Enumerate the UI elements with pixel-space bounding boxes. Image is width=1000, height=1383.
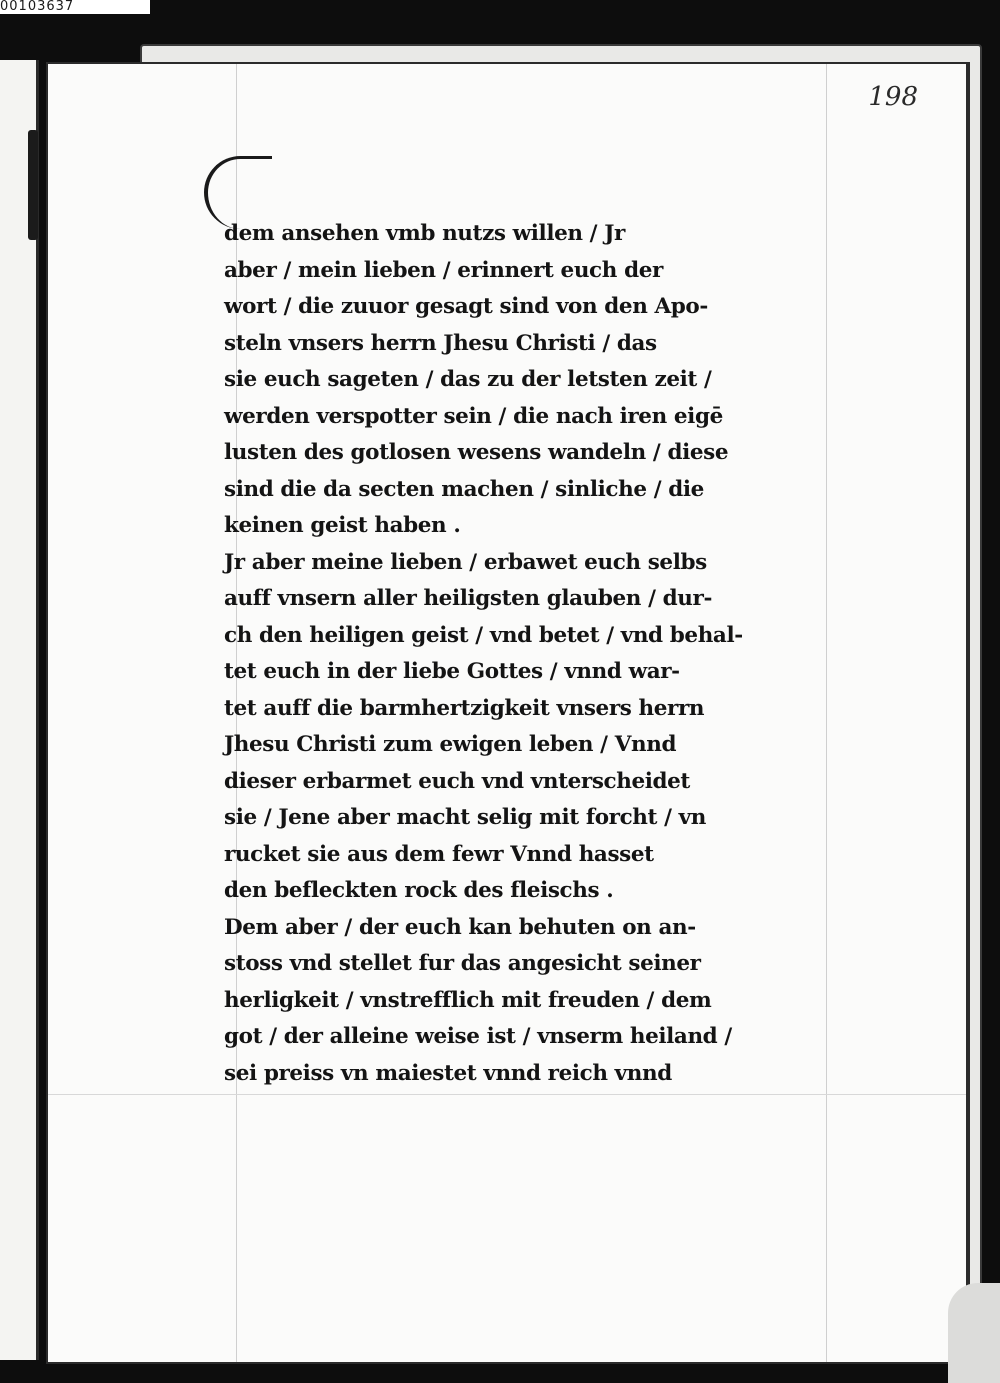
holder-thumb <box>948 1283 1000 1383</box>
manuscript-page <box>46 62 970 1364</box>
text-line: stoss vnd stellet fur das angesicht seiner <box>224 951 701 976</box>
text-line: dieser erbarmet euch vnd vnterscheidet <box>224 768 690 794</box>
text-line: steln vnsers herrn Jhesu Christi / das <box>224 330 657 356</box>
text-line: sei preiss vn maiestet vnnd reich vnnd <box>224 1060 672 1086</box>
text-line: auff vnsern aller heiligsten glauben / dur- <box>224 586 712 611</box>
text-line: werden verspotter sein / die nach iren eigē <box>224 403 723 429</box>
left-page-edge <box>0 60 39 1360</box>
text-line: den befleckten rock des fleischs . <box>224 878 614 903</box>
text-line: sie euch sageten / das zu der letsten zeit / <box>224 367 712 392</box>
binding-spine <box>28 130 38 240</box>
text-line: aber / mein lieben / erinnert euch der <box>224 257 663 283</box>
folio-number: 198 <box>868 82 918 112</box>
margin-rule-bottom <box>48 1094 966 1095</box>
text-line: keinen geist haben . <box>224 513 461 538</box>
archive-stamp: 00103637 <box>0 0 150 14</box>
text-line: Dem aber / der euch kan behuten on an- <box>224 914 696 940</box>
text-line: herligkeit / vnstrefflich mit freuden / dem <box>224 987 712 1013</box>
text-line: wort / die zuuor gesagt sind von den Apo- <box>224 294 708 319</box>
text-line: rucket sie aus dem fewr Vnnd hasset <box>224 841 654 867</box>
text-line: lusten des gotlosen wesens wandeln / diese <box>224 440 729 465</box>
text-line: sie / Jene aber macht selig mit forcht / vn <box>224 805 706 830</box>
manuscript-text <box>224 216 826 1092</box>
text-line: sind die da secten machen / sinliche / die <box>224 476 704 502</box>
text-line: dem ansehen vmb nutzs willen / Jr <box>224 221 625 246</box>
text-line: got / der alleine weise ist / vnserm heiland / <box>224 1024 732 1049</box>
text-line: Jr aber meine lieben / erbawet euch selbs <box>224 549 707 575</box>
margin-rule-right <box>826 64 827 1362</box>
text-line: tet auff die barmhertzigkeit vnsers herrn <box>224 695 705 721</box>
text-line: tet euch in der liebe Gottes / vnnd war- <box>224 659 680 684</box>
text-line: Jhesu Christi zum ewigen leben / Vnnd <box>224 732 677 757</box>
text-line: ch den heiligen geist / vnd betet / vnd behal- <box>224 622 743 648</box>
